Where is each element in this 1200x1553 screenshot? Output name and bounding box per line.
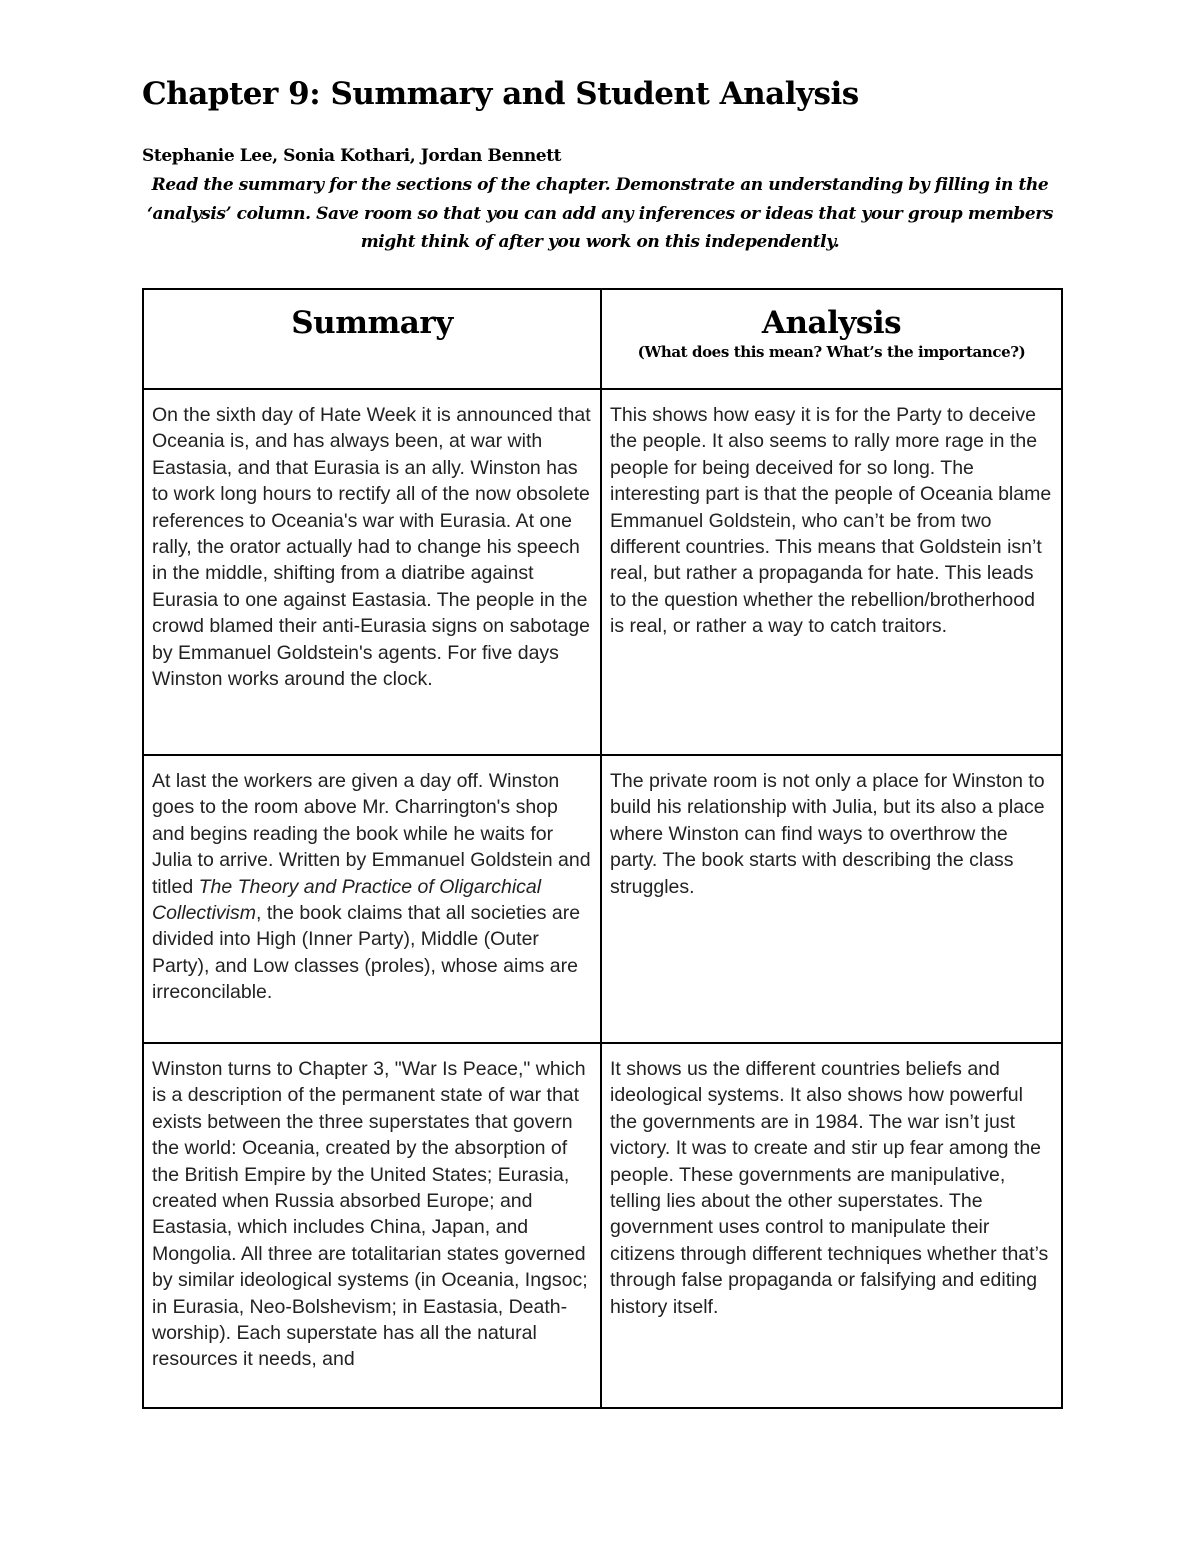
page-title: Chapter 9: Summary and Student Analysis [142,76,859,112]
analysis-cell: It shows us the different countries beliefs and ideological systems. It also shows how powerful the governments are in 1984. The war isn’t just victory. It was to create and stir up fear among the people. These governments are manipulative, telling lies about the other superstates. The government uses control to manipulate their citizens through different techniques whether that’s through false propaganda or falsifying and editing history itself. [601,1043,1062,1408]
summary-header-label: Summary [291,305,453,341]
instructions-text: Read the summary for the sections of the chapter. Demonstrate an understanding by filling in the ‘analysis’ column. Save room so that you can add any inferences or ideas that your group members might think of after you work on this independently. [146,175,1054,252]
analysis-cell: This shows how easy it is for the Party to deceive the people. It also seems to rally more rage in the people for being deceived for so long. The interesting part is that the people of Oceania blame Emmanuel Goldstein, who can’t be from two different countries. This means that Goldstein isn’t real, but rather a propaganda for hate. This leads to the question whether the rebellion/brotherhood is real, or rather a way to catch traitors. [601,389,1062,755]
summary-cell [143,755,601,1043]
analysis-header-subtitle: (What does this mean? What’s the importance?) [637,343,1026,361]
summary-text: , the book claims that all societies are divided into High (Inner Party), Middle (Outer Party), and Low classes (proles), whose aims are irreconcilable. [152,902,581,1004]
summary-cell: On the sixth day of Hate Week it is announced that Oceania is, and has always been, at war with Eastasia, and that Eurasia is an ally. Winston has to work long hours to rectify all of the now obsolete references to Oceania's war with Eurasia. At one rally, the orator actually had to change his speech in the middle, shifting from a diatribe against Eurasia to one against Eastasia. The people in the crowd blamed their anti-Eurasia signs on sabotage by Emmanuel Goldstein's agents. For five days Winston works around the clock. [143,389,601,755]
table-row [143,755,1062,1043]
table-row [143,389,1062,755]
summary-column-header [143,289,601,389]
table-row [143,1043,1062,1408]
book-title: The Theory and Practice of Oligarchical Collectivism [152,875,542,925]
analysis-cell: The private room is not only a place for Winston to build his relationship with Julia, but its also a place where Winston can find ways to overthrow the party. The book starts with describing the class struggles. [601,755,1062,1043]
summary-cell: Winston turns to Chapter 3, "War Is Peace," which is a description of the permanent state of war that exists between the three superstates that govern the world: Oceania, created by the absorption of the British Empire by the United States; Eurasia, created when Russia absorbed Europe; and Eastasia, which includes China, Japan, and Mongolia. All three are totalitarian states governed by similar ideological systems (in Oceania, Ingsoc; in Eurasia, Neo-Bolshevism; in Eastasia, Death-worship). Each superstate has all the natural resources it needs, and [143,1043,601,1408]
table-header-row [143,289,1062,389]
summary-text: At last the workers are given a day off. Winston goes to the room above Mr. Charrington's shop and begins reading the book while he waits for Julia to arrive. Written by Emmanuel Goldstein and titled [152,770,591,898]
summary-analysis-table [142,288,1063,1409]
analysis-header-label: Analysis [761,305,902,341]
author-names: Stephanie Lee, Sonia Kothari, Jordan Bennett [142,146,562,166]
analysis-column-header [601,289,1062,389]
